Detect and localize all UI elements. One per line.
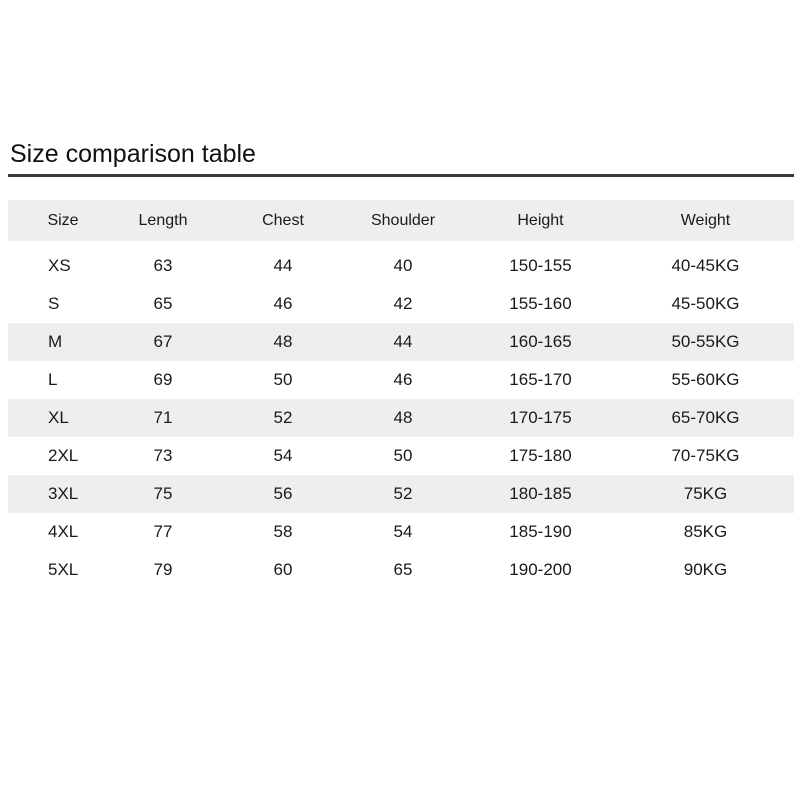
title-divider: [8, 174, 794, 177]
size-cell: 3XL: [48, 484, 79, 503]
length-cell: 65: [153, 294, 173, 313]
chest-cell: 56: [273, 484, 293, 503]
shoulder-cell: 42: [393, 294, 413, 313]
chest-cell: 46: [273, 294, 293, 313]
table-row: [8, 475, 794, 513]
weight-cell: 45-50KG: [671, 294, 740, 313]
chest-cell: 60: [273, 560, 293, 579]
table-row: [8, 437, 794, 475]
table-row: [8, 323, 794, 361]
weight-cell: 65-70KG: [671, 408, 740, 427]
shoulder-cell: 40: [393, 256, 413, 275]
chest-cell: 48: [273, 332, 293, 351]
size-cell: XS: [48, 256, 71, 275]
chest-cell: 50: [273, 370, 293, 389]
size-cell: L: [48, 370, 58, 389]
weight-cell: 40-45KG: [671, 256, 740, 275]
shoulder-cell: 48: [393, 408, 413, 427]
height-cell: 175-180: [509, 446, 572, 465]
weight-cell: 55-60KG: [671, 370, 740, 389]
size-cell: S: [48, 294, 60, 313]
header-length: Length: [138, 211, 188, 229]
weight-cell: 75KG: [683, 484, 728, 503]
table-row: [8, 247, 794, 285]
height-cell: 180-185: [509, 484, 572, 503]
height-cell: 160-165: [509, 332, 572, 351]
table-header-row: [8, 200, 794, 241]
shoulder-cell: 65: [393, 560, 413, 579]
shoulder-cell: 54: [393, 522, 413, 541]
weight-cell: 70-75KG: [671, 446, 740, 465]
height-cell: 185-190: [509, 522, 572, 541]
table-row: [8, 285, 794, 323]
length-cell: 67: [153, 332, 173, 351]
header-shoulder: Shoulder: [370, 211, 436, 229]
shoulder-cell: 50: [393, 446, 413, 465]
chest-cell: 54: [273, 446, 293, 465]
weight-cell: 85KG: [683, 522, 728, 541]
shoulder-cell: 46: [393, 370, 413, 389]
length-cell: 73: [153, 446, 173, 465]
shoulder-cell: 52: [393, 484, 413, 503]
size-cell: 2XL: [48, 446, 79, 465]
height-cell: 155-160: [509, 294, 572, 313]
header-height: Height: [517, 211, 564, 229]
header-weight: Weight: [680, 211, 731, 229]
page-title: Size comparison table: [10, 140, 256, 168]
height-cell: 170-175: [509, 408, 572, 427]
weight-cell: 90KG: [683, 560, 728, 579]
table-row: [8, 513, 794, 551]
length-cell: 79: [153, 560, 173, 579]
header-size: Size: [47, 211, 79, 229]
table-row: [8, 361, 794, 399]
shoulder-cell: 44: [393, 332, 413, 351]
length-cell: 77: [153, 522, 173, 541]
chest-cell: 44: [273, 256, 293, 275]
height-cell: 150-155: [509, 256, 572, 275]
size-table: [8, 200, 794, 589]
size-cell: 4XL: [48, 522, 79, 541]
size-cell: XL: [48, 408, 69, 427]
length-cell: 63: [153, 256, 173, 275]
length-cell: 75: [153, 484, 173, 503]
weight-cell: 50-55KG: [671, 332, 740, 351]
height-cell: 190-200: [509, 560, 572, 579]
chest-cell: 58: [273, 522, 293, 541]
chest-cell: 52: [273, 408, 293, 427]
height-cell: 165-170: [509, 370, 572, 389]
size-cell: 5XL: [48, 560, 79, 579]
table-row: [8, 399, 794, 437]
header-chest: Chest: [262, 211, 304, 229]
length-cell: 71: [153, 408, 173, 427]
table-row: [8, 551, 794, 589]
length-cell: 69: [153, 370, 173, 389]
size-cell: M: [48, 332, 63, 351]
